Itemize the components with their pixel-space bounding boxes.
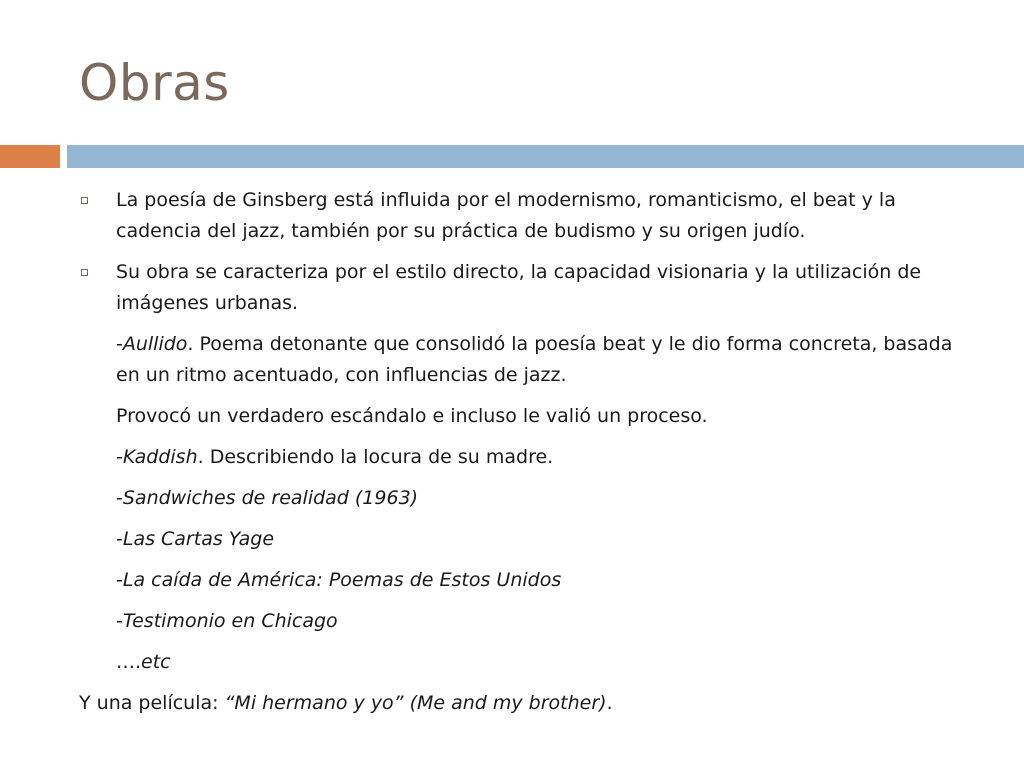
work-kaddish (79, 442, 979, 473)
film-line-suffix: . (606, 692, 613, 714)
square-bullet-icon (81, 197, 88, 204)
work-caida-america (79, 565, 979, 596)
work-aullido-dash: - (116, 333, 123, 355)
work-testimonio-dash: - (116, 610, 123, 632)
work-testimonio-chicago (79, 606, 979, 637)
square-bullet-icon (81, 269, 88, 276)
film-title: “Mi hermano y yo” (Me and my brother) (224, 692, 607, 714)
work-sandwiches-title: Sandwiches de realidad (1963) (122, 487, 419, 509)
work-aullido (79, 329, 979, 391)
accent-bar-fill (0, 145, 60, 168)
work-aullido-title: Aullido (122, 333, 188, 355)
slide-title: Obras (79, 54, 230, 112)
bullet-influences-text: La poesía de Ginsberg está influida por el modernismo, romanticismo, el beat y la cadencia del jazz, también por su práctica de budismo y su origen judío. (116, 189, 896, 242)
title-divider-bar (67, 145, 1024, 168)
work-sandwiches-dash: - (116, 487, 123, 509)
work-cartas-title: Las Cartas Yage (122, 528, 275, 550)
title-divider-bar-fill (67, 145, 1024, 168)
aullido-scandal-text: Provocó un verdadero escándalo e incluso le valió un proceso. (116, 405, 708, 427)
film-line-prefix: Y una película: (79, 692, 225, 714)
work-sandwiches (79, 483, 979, 514)
bullet-influences (79, 185, 979, 247)
film-line (79, 688, 979, 719)
works-etc-dots: …. (116, 651, 142, 673)
aullido-scandal-note (79, 401, 979, 432)
work-kaddish-description: . Describiendo la locura de su madre. (197, 446, 554, 468)
work-testimonio-title: Testimonio en Chicago (122, 610, 338, 632)
slide-body (79, 185, 979, 729)
work-aullido-description: . Poema detonante que consolidó la poesía beat y le dio forma concreta, basada en un ritmo acentuado, con influencias de jazz. (116, 333, 953, 386)
bullet-style (79, 257, 979, 319)
works-etc (79, 647, 979, 678)
bullet-style-text: Su obra se caracteriza por el estilo directo, la capacidad visionaria y la utilización de imágenes urbanas. (116, 261, 922, 314)
works-etc-word: etc (141, 651, 171, 673)
work-caida-dash: - (116, 569, 123, 591)
work-kaddish-title: Kaddish (122, 446, 198, 468)
accent-bar (0, 145, 60, 168)
work-caida-title: La caída de América: Poemas de Estos Unidos (122, 569, 562, 591)
work-kaddish-dash: - (116, 446, 123, 468)
work-cartas-yage (79, 524, 979, 555)
work-cartas-dash: - (116, 528, 123, 550)
